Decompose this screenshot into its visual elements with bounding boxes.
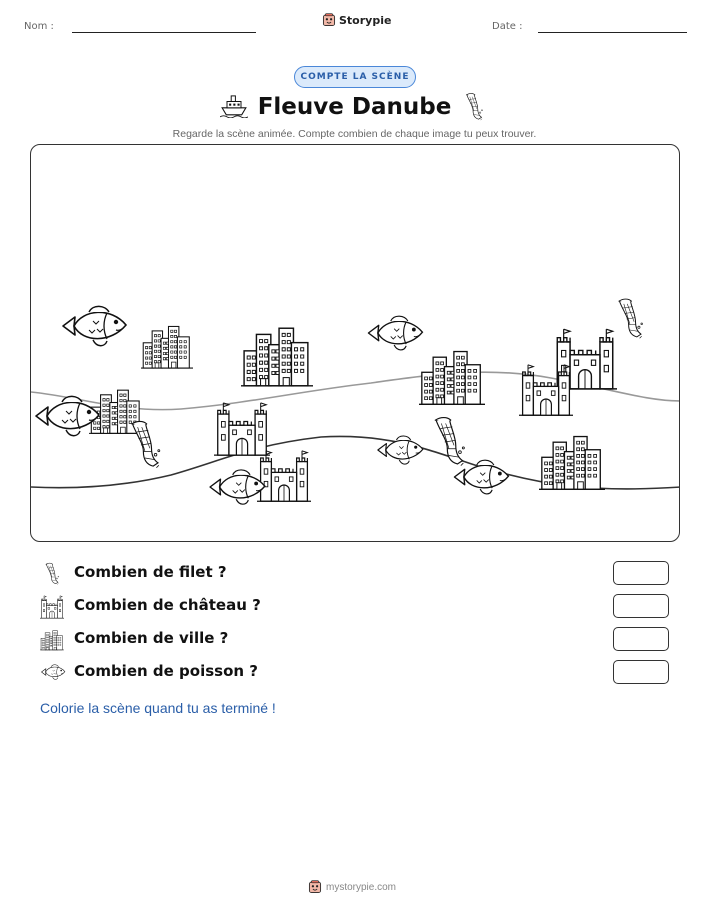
name-label: Nom : — [24, 21, 54, 32]
title-row — [0, 90, 709, 126]
net-1 — [619, 299, 643, 338]
fish-5 — [454, 460, 508, 494]
instructions: Regarde la scène animée. Compte combien de chaque image tu peux trouver. — [172, 128, 537, 140]
name-line[interactable] — [72, 32, 256, 33]
site-url: mystorypie.com — [326, 881, 397, 893]
castle-3 — [214, 403, 270, 455]
site-footer — [308, 880, 396, 894]
brand-name: Storypie — [339, 13, 392, 27]
net-icon — [40, 562, 64, 586]
fish-1 — [63, 306, 126, 345]
city-2 — [241, 328, 313, 386]
city-1 — [141, 326, 193, 368]
net-2 — [132, 421, 160, 467]
question-city — [40, 627, 670, 653]
mascot-icon — [322, 13, 336, 27]
answer-box-fish[interactable] — [613, 660, 669, 684]
fish-2 — [368, 316, 422, 350]
coloring-note: Colorie la scène quand tu as terminé ! — [40, 700, 276, 716]
city-icon — [40, 628, 64, 652]
net-icon — [462, 92, 486, 122]
question-label: Combien de ville ? — [74, 629, 229, 647]
date-line[interactable] — [538, 32, 687, 33]
question-label: Combien de château ? — [74, 596, 261, 614]
question-castle — [40, 594, 670, 620]
castle-2 — [519, 365, 573, 415]
page-title: Fleuve Danube — [257, 94, 452, 120]
fish-6 — [210, 470, 265, 504]
city-3 — [419, 352, 485, 405]
scene-frame — [30, 144, 680, 542]
city-5 — [539, 437, 605, 490]
brand-logo — [322, 13, 391, 27]
question-label: Combien de poisson ? — [74, 662, 258, 680]
net-3 — [436, 418, 465, 466]
activity-badge: COMPTE LA SCÈNE — [294, 66, 416, 88]
river-scene[interactable] — [31, 145, 680, 542]
answer-box-city[interactable] — [613, 627, 669, 651]
answer-box-net[interactable] — [613, 561, 669, 585]
question-label: Combien de filet ? — [74, 563, 227, 581]
question-net — [40, 561, 670, 587]
castle-icon — [40, 595, 64, 619]
date-label: Date : — [492, 21, 523, 32]
fish-icon — [40, 661, 66, 683]
castle-4 — [257, 451, 311, 501]
question-fish — [40, 660, 670, 686]
mascot-icon — [308, 880, 322, 894]
answer-box-castle[interactable] — [613, 594, 669, 618]
